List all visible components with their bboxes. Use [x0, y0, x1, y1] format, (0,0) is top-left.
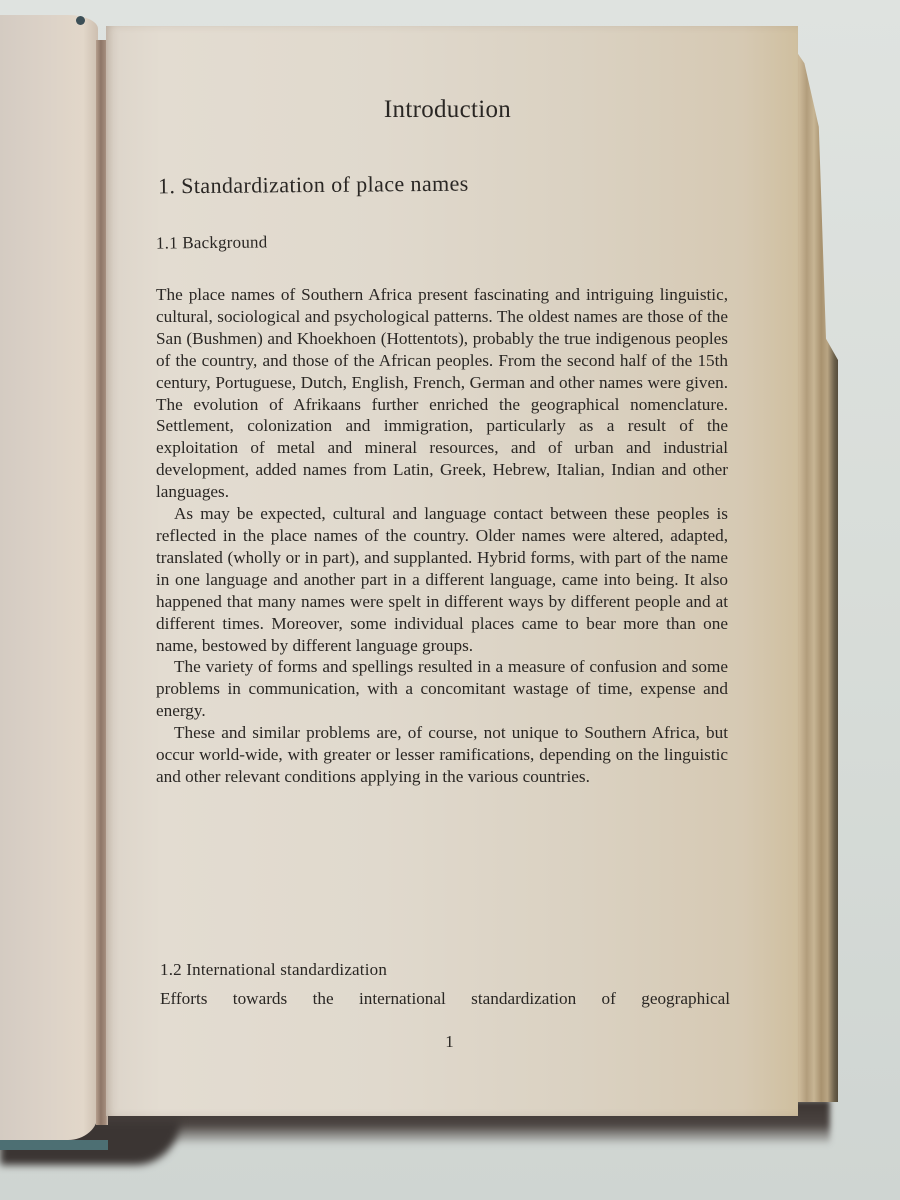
book-cover-edge: [0, 1140, 108, 1150]
paragraph: The place names of Southern Africa present fascinating and intriguing linguistic, cultural, sociological and psychological patterns. The oldest names are those of the San (Bushmen) and Khoekhoen (Hottentots), probably the true indigenous peoples of the country, and those of the African peoples. From the second half of the 15th century, Portuguese, Dutch, English, French, German and other names were given. The evolution of Afrikaans further enriched the geographical nomenclature. Settlement, colonization and immigration, particularly as a result of the exploitation of metal and mineral resources, and of urban and industrial development, added names from Latin, Greek, Hebrew, Italian, Indian and other languages.: [156, 285, 728, 502]
background-body: [156, 284, 728, 788]
page-number: 1: [445, 1032, 454, 1051]
subsection-heading-international-standardization: 1.2 International standardization: [160, 960, 388, 979]
cover-corner: [76, 16, 85, 25]
chapter-title: Introduction: [383, 96, 512, 123]
paragraph: As may be expected, cultural and language contact between these peoples is reflected in the place names of the country. Older names were altered, adapted, translated (wholly or in part), and supplanted. Hybrid forms, with part of the name in one language and another part in a different language, came into being. It also happened that many names were spelt in different ways by different people and at different times. Moreover, some individual places came to bear more than one name, bestowed by different language groups.: [156, 504, 728, 655]
book-page: [106, 26, 798, 1116]
paragraph: These and similar problems are, of course, not unique to Southern Africa, but occur world-wide, with greater or lesser ramifications, depending on the linguistic and other relevant conditions applying in the various countries.: [156, 723, 728, 786]
subsection-heading-background: 1.1 Background: [155, 232, 268, 253]
facing-page-left: [0, 15, 98, 1140]
paragraph: The variety of forms and spellings resulted in a measure of confusion and some problems in communication, with a concomitant wastage of time, expense and energy.: [156, 657, 728, 721]
section-heading: 1. Standardization of place names: [157, 170, 469, 199]
paragraph-continued: Efforts towards the international standardization of geographical: [160, 989, 730, 1008]
